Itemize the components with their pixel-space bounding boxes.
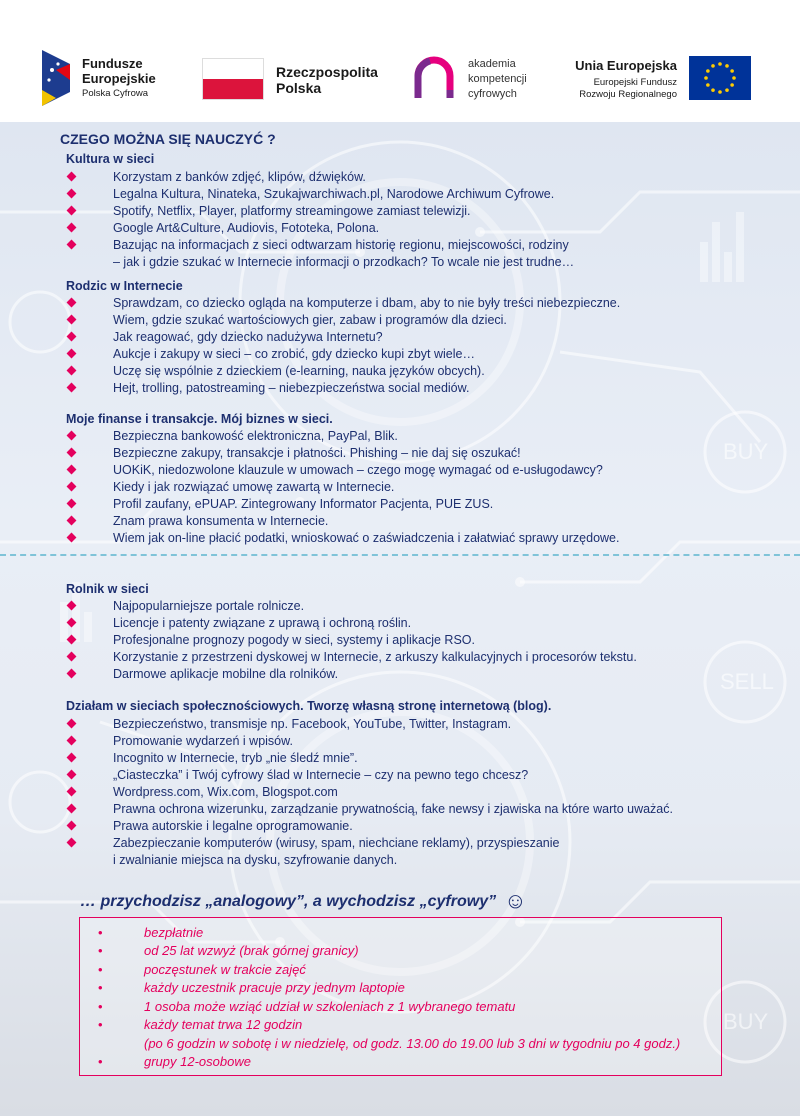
diamond-bullet-icon xyxy=(67,172,77,182)
page-heading: CZEGO MOŻNA SIĘ NAUCZYĆ ? xyxy=(60,131,276,147)
list-item: Kiedy i jak rozwiązać umowę zawartą w Internecie. xyxy=(66,479,770,495)
diamond-bullet-icon xyxy=(67,482,77,492)
list-item: Google Art&Culture, Audiovis, Fototeka, Polona. xyxy=(66,220,770,236)
list-item: „Ciasteczka” i Twój cyfrowy ślad w Internecie – czy na pewno tego chcesz? xyxy=(66,767,770,783)
dashed-divider xyxy=(0,554,800,556)
list-item: Bazując na informacjach z sieci odtwarzam historię regionu, miejscowości, rodziny xyxy=(66,237,770,253)
list-item: Bezpieczeństwo, transmisje np. Facebook, YouTube, Twitter, Instagram. xyxy=(66,716,770,732)
section-title-finanse: Moje finanse i transakcje. Mój biznes w sieci. xyxy=(66,412,333,426)
list-item: Zabezpieczanie komputerów (wirusy, spam, niechciane reklamy), przyspieszanie xyxy=(66,835,770,851)
diamond-bullet-icon xyxy=(67,787,77,797)
list-item: Uczę się wspólnie z dzieckiem (e-learning, nauka języków obcych). xyxy=(66,363,770,379)
diamond-bullet-icon xyxy=(67,669,77,679)
ue-line2: Europejski Fundusz xyxy=(593,77,677,88)
diamond-bullet-icon xyxy=(67,223,77,233)
diamond-bullet-icon xyxy=(67,189,77,199)
bg-word-sell: SELL xyxy=(720,669,774,694)
info-item: • 1 osoba może wziąć udział w szkoleniach z 1 wybranego tematu xyxy=(98,999,516,1014)
diamond-bullet-icon xyxy=(67,448,77,458)
akc-line2: kompetencji xyxy=(468,73,527,85)
tagline xyxy=(80,886,527,912)
list-item: Bezpieczne zakupy, transakcje i płatności. Phishing – nie daj się oszukać! xyxy=(66,445,770,461)
diamond-bullet-icon xyxy=(67,753,77,763)
list-item: Aukcje i zakupy w sieci – co zrobić, gdy dziecko kupi zbyt wiele… xyxy=(66,346,770,362)
diamond-bullet-icon xyxy=(67,533,77,543)
list-item-continuation: – jak i gdzie szukać w Internecie informacji o przodkach? To wcale nie jest trudne… xyxy=(113,255,575,269)
list-item: Spotify, Netflix, Player, platformy streamingowe zamiast telewizji. xyxy=(66,203,770,219)
list-item: Wordpress.com, Wix.com, Blogspot.com xyxy=(66,784,770,800)
diamond-bullet-icon xyxy=(67,719,77,729)
section-title-rolnik: Rolnik w sieci xyxy=(66,582,149,596)
info-item: • od 25 lat wzwyż (brak górnej granicy) xyxy=(98,943,359,958)
bg-word-buy-1: BUY xyxy=(723,439,769,464)
list-item: Korzystanie z przestrzeni dyskowej w Internecie, z arkuszy kalkulacyjnych i procesorów tekstu. xyxy=(66,649,770,665)
info-item: • każdy temat trwa 12 godzin xyxy=(98,1017,303,1032)
diamond-bullet-icon xyxy=(67,838,77,848)
list-item: Korzystam z banków zdjęć, klipów, dźwięków. xyxy=(66,169,770,185)
list-item: Darmowe aplikacje mobilne dla rolników. xyxy=(66,666,770,682)
list-item: Jak reagować, gdy dziecko nadużywa Internetu? xyxy=(66,329,770,345)
akc-line1: akademia xyxy=(468,58,516,70)
list-item: Sprawdzam, co dziecko ogląda na komputerze i dbam, aby to nie były treści niebezpieczne. xyxy=(66,295,770,311)
list-item-continuation: i zwalnianie miejsca na dysku, szyfrowanie danych. xyxy=(113,853,398,867)
rp-line2: Polska xyxy=(276,80,322,96)
diamond-bullet-icon xyxy=(67,635,77,645)
diamond-bullet-icon xyxy=(67,652,77,662)
list-item: Incognito w Internecie, tryb „nie śledź mnie”. xyxy=(66,750,770,766)
diamond-bullet-icon xyxy=(67,383,77,393)
tagline-text: … przychodzisz „analogowy”, a wychodzisz „cyfrowy” xyxy=(80,893,497,910)
list-item: Promowanie wydarzeń i wpisów. xyxy=(66,733,770,749)
info-item: • bezpłatnie xyxy=(98,925,204,940)
diamond-bullet-icon xyxy=(67,736,77,746)
diamond-bullet-icon xyxy=(67,206,77,216)
diamond-bullet-icon xyxy=(67,366,77,376)
fe-line1: Fundusze xyxy=(82,56,143,71)
smiley-icon: ☺ xyxy=(504,888,527,913)
info-item: • każdy uczestnik pracuje przy jednym laptopie xyxy=(98,980,405,995)
list-item: Znam prawa konsumenta w Internecie. xyxy=(66,513,770,529)
diamond-bullet-icon xyxy=(67,601,77,611)
list-item: Profil zaufany, ePUAP. Zintegrowany Informator Pacjenta, PUE ZUS. xyxy=(66,496,770,512)
diamond-bullet-icon xyxy=(67,516,77,526)
bullet-icon: • xyxy=(98,962,103,977)
bg-word-buy-2: BUY xyxy=(723,1009,769,1034)
info-item: • grupy 12-osobowe xyxy=(98,1054,251,1069)
diamond-bullet-icon xyxy=(67,770,77,780)
list-item: Profesjonalne prognozy pogody w sieci, systemy i aplikacje RSO. xyxy=(66,632,770,648)
diamond-bullet-icon xyxy=(67,315,77,325)
diamond-bullet-icon xyxy=(67,499,77,509)
bullet-icon: • xyxy=(98,1017,103,1032)
diamond-bullet-icon xyxy=(67,240,77,250)
diamond-bullet-icon xyxy=(67,821,77,831)
fe-line2: Europejskie xyxy=(82,71,156,86)
section-title-social: Działam w sieciach społecznościowych. Tworzę własną stronę internetową (blog). xyxy=(66,699,552,713)
rp-line1: Rzeczpospolita xyxy=(276,64,378,80)
list-item: Licencje i patenty związane z uprawą i ochroną roślin. xyxy=(66,615,770,631)
diamond-bullet-icon xyxy=(67,431,77,441)
list-item: Prawna ochrona wizerunku, zarządzanie prywatnością, fake newsy i zjawiska na które warto uważać. xyxy=(66,801,770,817)
diamond-bullet-icon xyxy=(67,804,77,814)
list-item: Legalna Kultura, Ninateka, Szukajwarchiwach.pl, Narodowe Archiwum Cyfrowe. xyxy=(66,186,770,202)
ue-line1: Unia Europejska xyxy=(575,58,677,73)
list-item: Hejt, trolling, patostreaming – niebezpieczeństwa social mediów. xyxy=(66,380,770,396)
diamond-bullet-icon xyxy=(67,298,77,308)
section-title-rodzic: Rodzic w Internecie xyxy=(66,279,183,293)
section-title-kultura: Kultura w sieci xyxy=(66,152,155,166)
list-item: Najpopularniejsze portale rolnicze. xyxy=(66,598,770,614)
list-item: Bezpieczna bankowość elektroniczna, PayPal, Blik. xyxy=(66,428,770,444)
diamond-bullet-icon xyxy=(67,465,77,475)
bullet-icon: • xyxy=(98,925,103,940)
ue-line3: Rozwoju Regionalnego xyxy=(579,89,677,100)
diamond-bullet-icon xyxy=(67,349,77,359)
diamond-bullet-icon xyxy=(67,332,77,342)
info-item: • poczęstunek w trakcie zajęć xyxy=(98,962,306,977)
bullet-icon: • xyxy=(98,943,103,958)
diamond-bullet-icon xyxy=(67,618,77,628)
list-item: Prawa autorskie i legalne oprogramowanie. xyxy=(66,818,770,834)
list-item: Wiem, gdzie szukać wartościowych gier, zabaw i programów dla dzieci. xyxy=(66,312,770,328)
list-item: UOKiK, niedozwolone klauzule w umowach – czego mogę wymagać od e-usługodawcy? xyxy=(66,462,770,478)
fe-line3: Polska Cyfrowa xyxy=(82,88,148,99)
akc-line3: cyfrowych xyxy=(468,88,517,100)
list-item: Wiem jak on-line płacić podatki, wnioskować o zaświadczenia i załatwiać sprawy urzędowe. xyxy=(66,530,770,546)
bullet-icon: • xyxy=(98,1054,103,1069)
info-item-continuation: (po 6 godzin w sobotę i w niedzielę, od godz. 13.00 do 19.00 lub 3 dni w tygodniu po 4 godz.) xyxy=(144,1036,681,1051)
bullet-icon: • xyxy=(98,999,103,1014)
bullet-icon: • xyxy=(98,980,103,995)
